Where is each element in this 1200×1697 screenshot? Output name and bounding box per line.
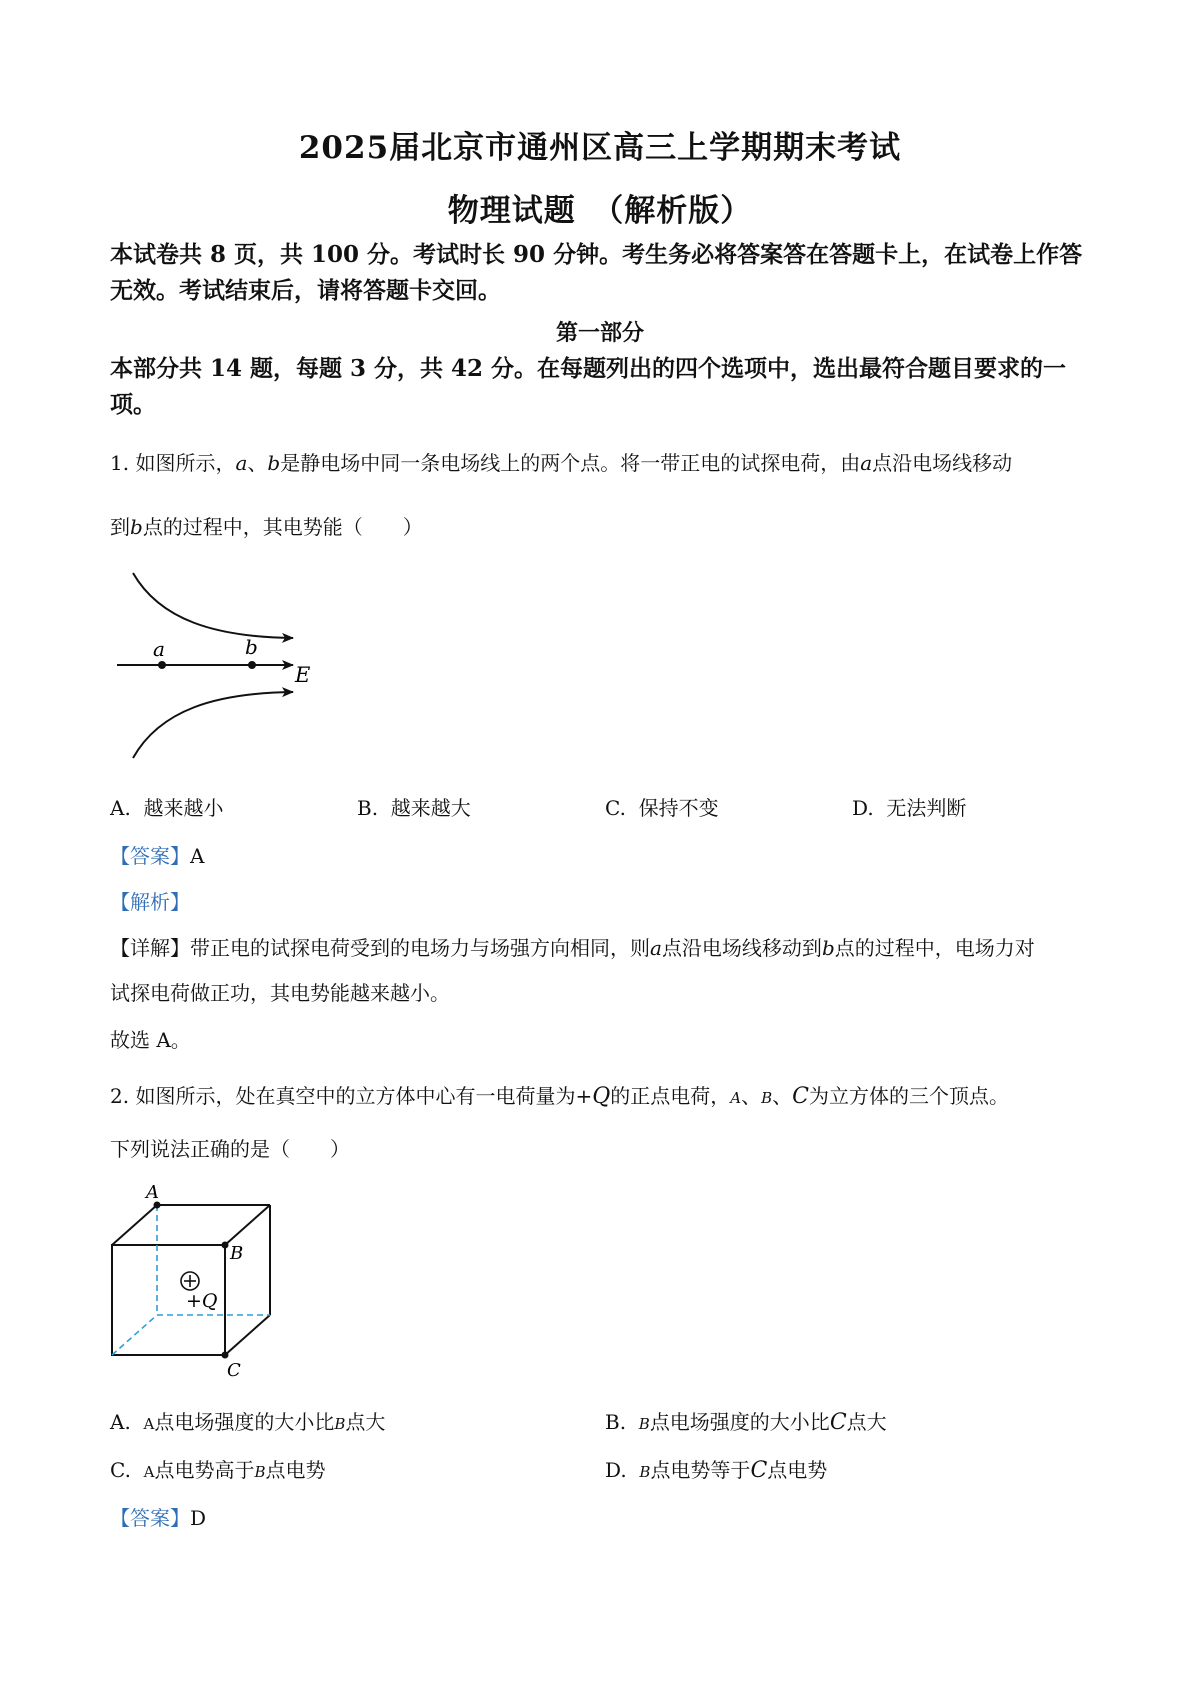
vertex-C (222, 1352, 229, 1359)
vertex-B (222, 1242, 229, 1249)
q2-stem-line1: 2. 如图所示，处在真空中的立方体中心有一电荷量为+Q的正点电荷，A、B、C为立方体的三个顶点。 (110, 1084, 1009, 1109)
q1-option-d[interactable]: D. 无法判断 (852, 796, 967, 820)
exam-instructions: 本试卷共 8 页，共 100 分。考试时长 90 分钟。考生务必将答案答在答题卡上，在试卷上作答无效。考试结束后，请将答题卡交回。 (110, 241, 1083, 304)
answer-value: A (190, 844, 205, 868)
part-instructions: 本部分共 14 题，每题 3 分，共 42 分。在每题列出的四个选项中，选出最符合题目要求的一项。 (110, 355, 1067, 418)
page-subtitle: 物理试题 （解析版） (447, 193, 753, 229)
var-b: b (267, 451, 281, 475)
q2-cube-figure (100, 1180, 290, 1380)
q2-option-b[interactable]: B. B点电场强度的大小比C点大 (605, 1410, 887, 1435)
q1-option-c[interactable]: C. 保持不变 (605, 796, 719, 820)
field-line-upper (133, 573, 293, 638)
label-C: C (227, 1360, 241, 1380)
var-a: a (235, 451, 248, 475)
q1-stem-line1: 1. 如图所示，a、b是静电场中同一条电场线上的两个点。将一带正电的试探电荷，由a点沿电场线移动 (110, 451, 1013, 475)
q1-detail-line1: 【详解】带正电的试探电荷受到的电场力与场强方向相同，则a点沿电场线移动到b点的过程中，电场力对 (110, 936, 1035, 960)
q1-detail-line2: 试探电荷做正功，其电势能越来越小。 (110, 981, 450, 1005)
point-a (158, 661, 166, 669)
label-a: a (153, 637, 165, 661)
point-b (248, 661, 256, 669)
field-line-lower (133, 692, 293, 758)
q1-field-figure (105, 565, 335, 765)
label-E: E (295, 663, 311, 687)
answer-value: D (190, 1506, 207, 1530)
label-A: A (146, 1182, 159, 1203)
q2-option-d[interactable]: D. B点电势等于C点电势 (605, 1458, 828, 1483)
q2-answer (110, 1502, 206, 1531)
section-title: 第一部分 (555, 320, 644, 346)
q1-stem-line2: 到b点的过程中，其电势能（ ） (110, 515, 423, 539)
q1-conclusion: 故选 A。 (110, 1028, 191, 1052)
page-title: 2025届北京市通州区高三上学期期末考试 (298, 130, 902, 166)
label-b: b (245, 635, 258, 659)
q1-analysis-label: 【解析】 (110, 890, 190, 914)
answer-label: 【答案】 (110, 844, 190, 868)
label-B: B (230, 1243, 244, 1264)
answer-label: 【答案】 (110, 1506, 190, 1530)
q1-option-a[interactable]: A. 越来越小 (110, 796, 224, 820)
charge-label: +Q (186, 1290, 218, 1312)
q2-stem-line2: 下列说法正确的是（ ） (110, 1137, 350, 1161)
q2-option-c[interactable]: C. A点电势高于B点电势 (110, 1458, 326, 1482)
q2-option-a[interactable]: A. A点电场强度的大小比B点大 (110, 1410, 386, 1434)
q1-option-b[interactable]: B. 越来越大 (357, 796, 471, 820)
q1-answer (110, 840, 204, 869)
hidden-edge (112, 1315, 157, 1355)
